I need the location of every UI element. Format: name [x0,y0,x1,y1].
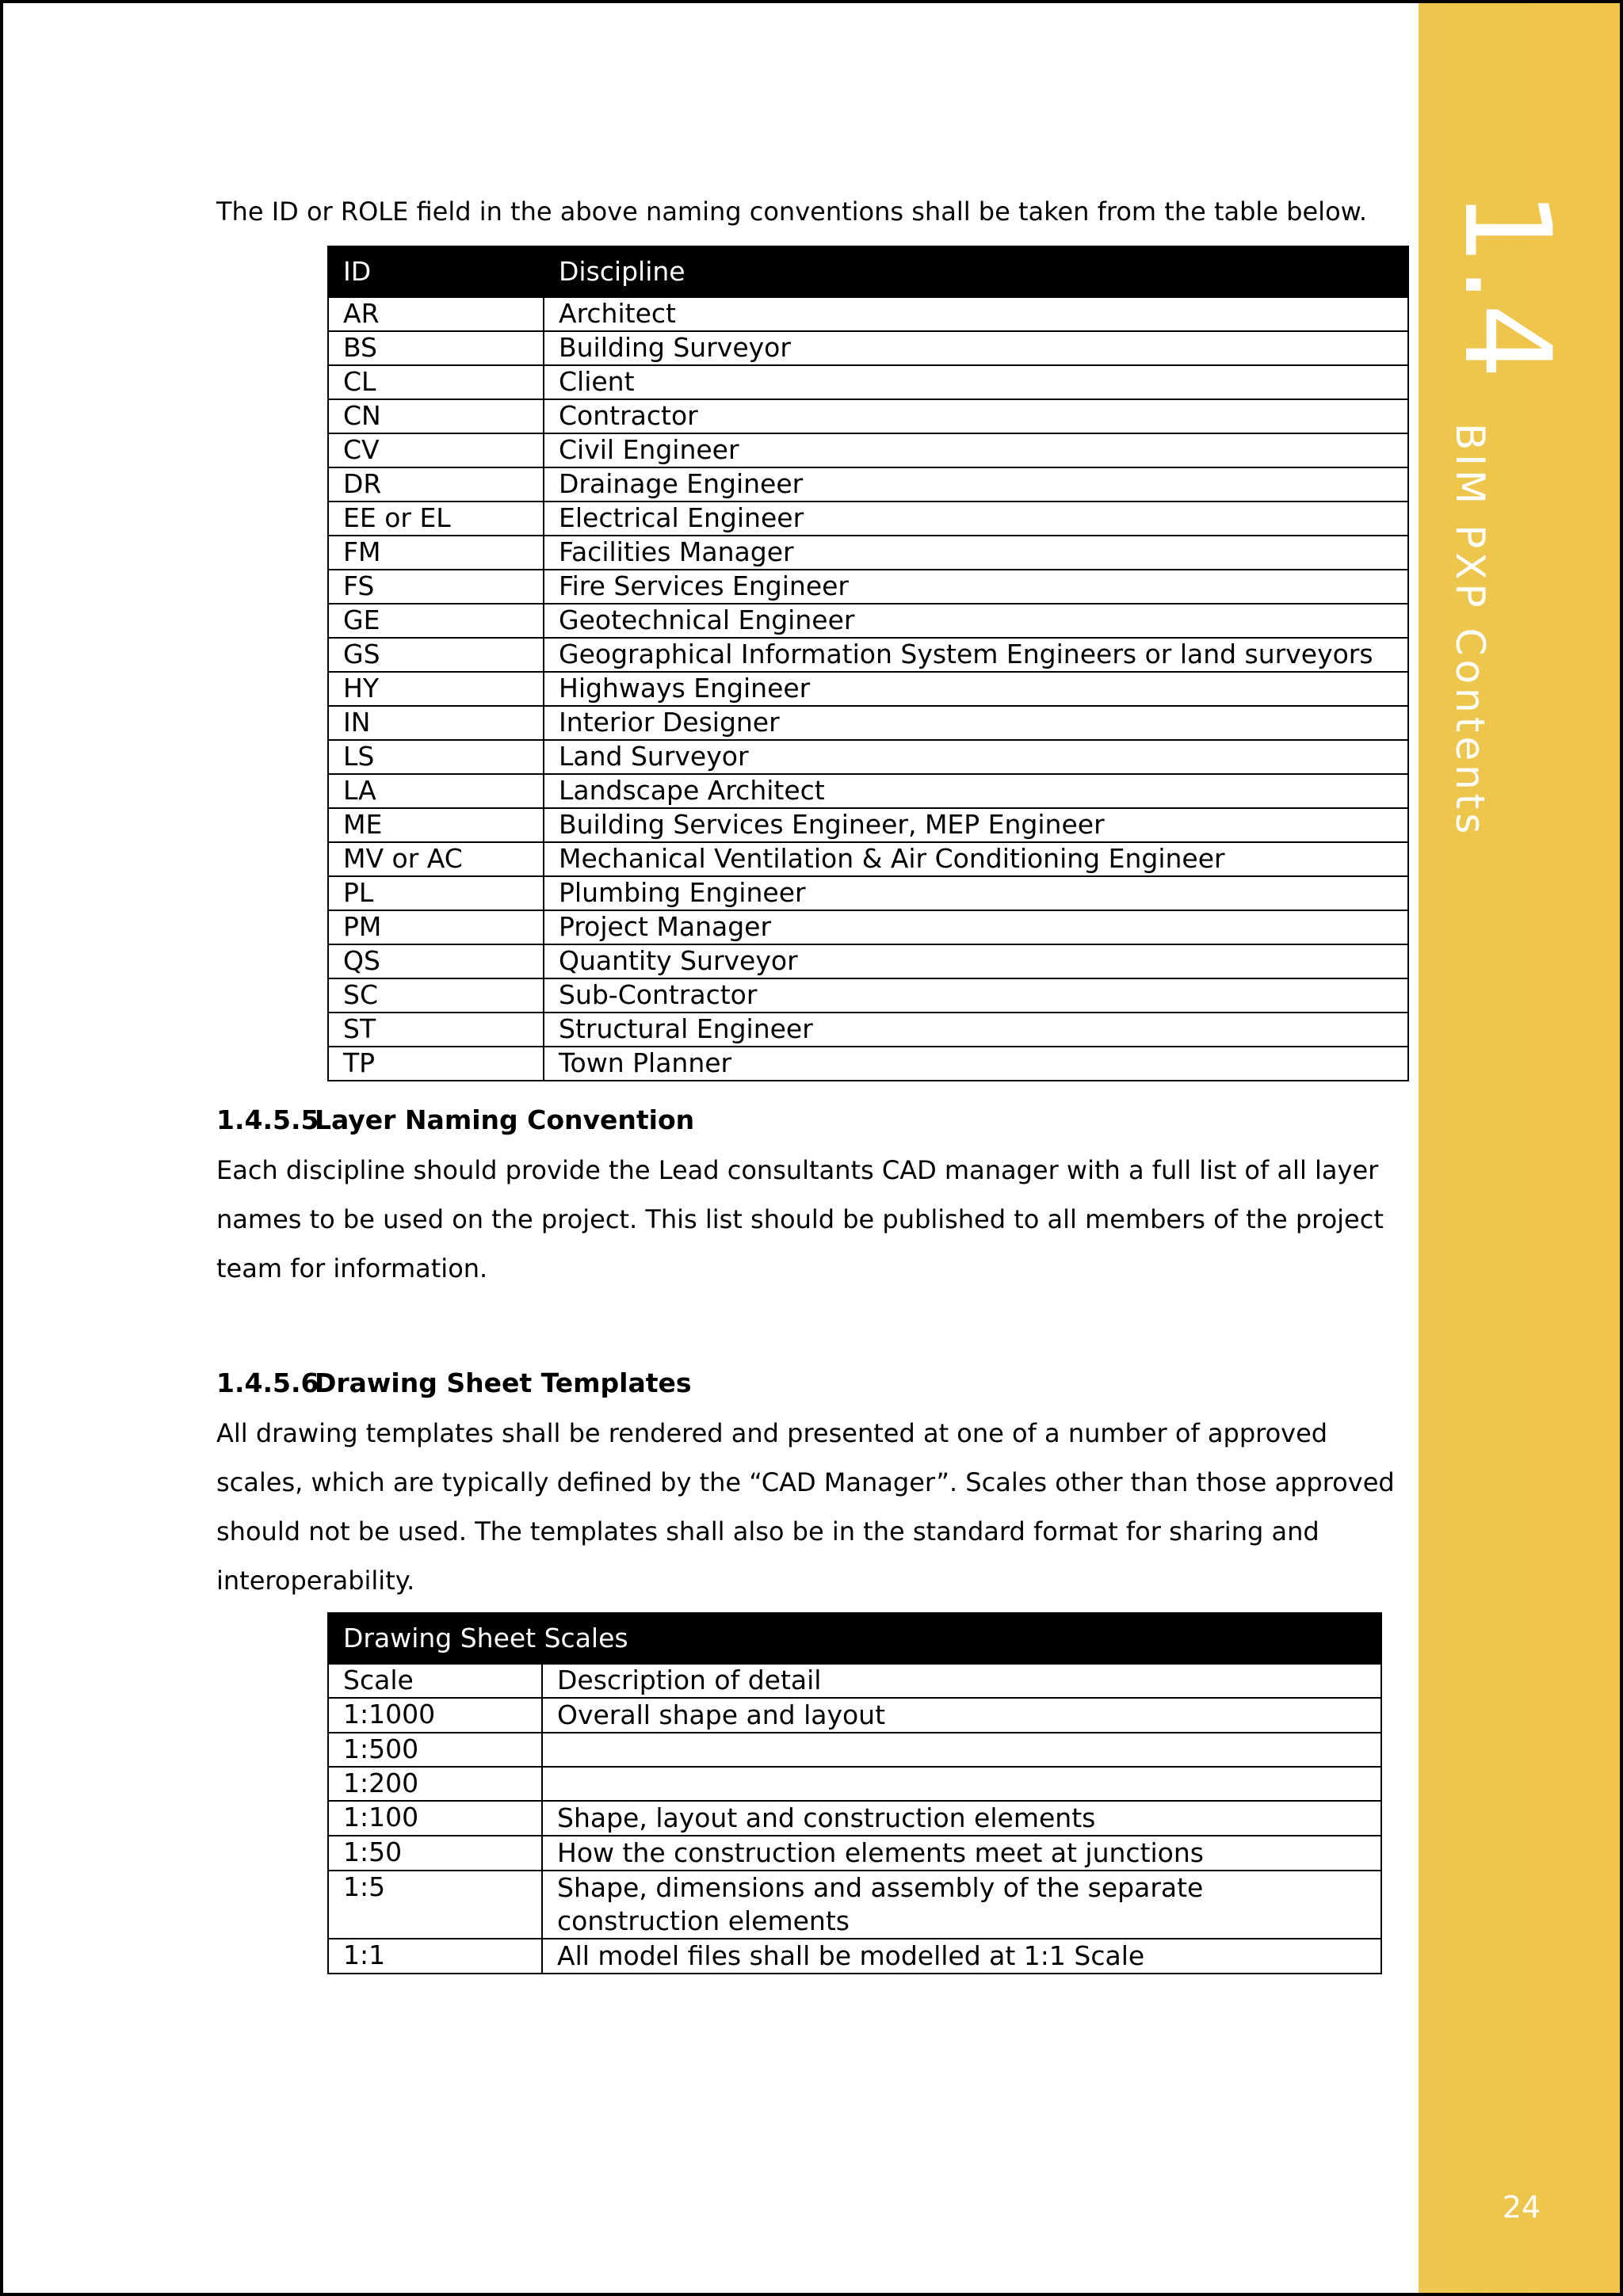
cell-value: Land Surveyor [544,740,1408,774]
table-title: Drawing Sheet Scales [328,1613,1381,1664]
cell-key: PL [328,876,544,910]
cell-value: Sub-Contractor [544,978,1408,1013]
cell-value: Geotechnical Engineer [544,604,1408,638]
cell-key: QS [328,944,544,978]
table-row [328,1047,1408,1081]
cell-key: 1:1000 [328,1698,542,1733]
table-row [328,1939,1381,1974]
drawing-templates-paragraph: All drawing templates shall be rendered and presented at one of a number of approved scales, which are typically defined by the “CAD Manager”. Scales other than those approved should not be used. The templates shall also be in the standard format for sharing and interoperability. [216,1418,1395,1596]
table-row [328,331,1408,365]
cell-key: PM [328,910,544,944]
column-header-id: ID [328,246,544,297]
cell-value: Contractor [544,399,1408,433]
cell-value [542,1767,1381,1801]
table-row [328,808,1408,842]
table-row [328,876,1408,910]
layer-naming-heading [216,1104,694,1135]
drawing-templates-heading [216,1367,692,1398]
table-row [328,1871,1381,1939]
table-row [328,502,1408,536]
cell-value: Fire Services Engineer [544,570,1408,604]
cell-key: HY [328,672,544,706]
cell-value [542,1733,1381,1767]
table-row [328,1801,1381,1836]
cell-value: Structural Engineer [544,1013,1408,1047]
chapter-title-text: BIM PXP Contents [1447,423,1493,838]
section-number: 1.4.5.6 [216,1367,319,1398]
cell-key: BS [328,331,544,365]
cell-key: LA [328,774,544,808]
cell-value: Overall shape and layout [542,1698,1381,1733]
table-row [328,297,1408,331]
cell-value: Project Manager [544,910,1408,944]
cell-value: Geographical Information System Engineers or land surveyors [544,638,1408,672]
cell-key: 1:1 [328,1939,542,1974]
cell-value: Facilities Manager [544,536,1408,570]
table-row [328,1733,1381,1767]
table-row [328,638,1408,672]
intro-paragraph: The ID or ROLE field in the above naming conventions shall be taken from the table below. [216,196,1368,227]
cell-key: ST [328,1013,544,1047]
cell-value: Plumbing Engineer [544,876,1408,910]
table-row [328,399,1408,433]
table-row [328,467,1408,502]
table-row [328,570,1408,604]
section-title: Layer Naming Convention [315,1104,695,1135]
cell-value: Shape, layout and construction elements [542,1801,1381,1836]
table-row [328,740,1408,774]
cell-key: IN [328,706,544,740]
cell-value: Client [544,365,1408,399]
table-row [328,774,1408,808]
section-title: Drawing Sheet Templates [315,1367,692,1398]
cell-value: Drainage Engineer [544,467,1408,502]
cell-key: ME [328,808,544,842]
cell-value: Interior Designer [544,706,1408,740]
cell-value: Architect [544,297,1408,331]
column-header-scale: Scale [328,1664,542,1698]
cell-key: 1:50 [328,1836,542,1871]
cell-key: CN [328,399,544,433]
table-row [328,536,1408,570]
cell-key: AR [328,297,544,331]
cell-value: Landscape Architect [544,774,1408,808]
cell-key: DR [328,467,544,502]
table-row [328,910,1408,944]
cell-key: 1:200 [328,1767,542,1801]
cell-value: Building Surveyor [544,331,1408,365]
column-header-discipline: Discipline [544,246,1408,297]
cell-value: Highways Engineer [544,672,1408,706]
cell-key: GE [328,604,544,638]
cell-value: Civil Engineer [544,433,1408,467]
section-number: 1.4.5.5 [216,1104,319,1135]
table-row [328,365,1408,399]
chapter-number [1438,190,1606,380]
table-row [328,433,1408,467]
column-header-description: Description of detail [542,1664,1381,1698]
cell-value: Electrical Engineer [544,502,1408,536]
table-row [328,706,1408,740]
table-row [328,604,1408,638]
cell-key: CL [328,365,544,399]
discipline-id-table [327,246,1409,1081]
table-row [328,1698,1381,1733]
cell-key: SC [328,978,544,1013]
table-row [328,944,1408,978]
cell-key: CV [328,433,544,467]
cell-value: How the construction elements meet at junctions [542,1836,1381,1871]
cell-key: 1:100 [328,1801,542,1836]
cell-key: 1:500 [328,1733,542,1767]
table-row [328,978,1408,1013]
cell-key: FS [328,570,544,604]
table-row [328,1013,1408,1047]
cell-key: 1:5 [328,1871,542,1939]
drawing-scales-table [327,1612,1382,1974]
page-number: 24 [1502,2190,1541,2225]
layer-naming-paragraph: Each discipline should provide the Lead consultants CAD manager with a full list of all layer names to be used on the project. This list should be published to all members of the project team for information. [216,1155,1384,1283]
cell-key: TP [328,1047,544,1081]
table-row [328,1767,1381,1801]
cell-value: Building Services Engineer, MEP Engineer [544,808,1408,842]
cell-key: EE or EL [328,502,544,536]
cell-value: Quantity Surveyor [544,944,1408,978]
table-row [328,1836,1381,1871]
chapter-title [1444,423,1491,867]
cell-value: All model files shall be modelled at 1:1 Scale [542,1939,1381,1974]
table-header-row [328,246,1408,297]
cell-value: Town Planner [544,1047,1408,1081]
table-row [328,672,1408,706]
cell-value: Mechanical Ventilation & Air Conditioning Engineer [544,842,1408,876]
table-header-row [328,1664,1381,1698]
cell-key: MV or AC [328,842,544,876]
chapter-number-text: 1.4 [1438,190,1575,379]
cell-value: Shape, dimensions and assembly of the separate construction elements [542,1871,1381,1939]
cell-key: LS [328,740,544,774]
cell-key: GS [328,638,544,672]
table-row [328,842,1408,876]
table-title-row [328,1613,1381,1664]
cell-key: FM [328,536,544,570]
